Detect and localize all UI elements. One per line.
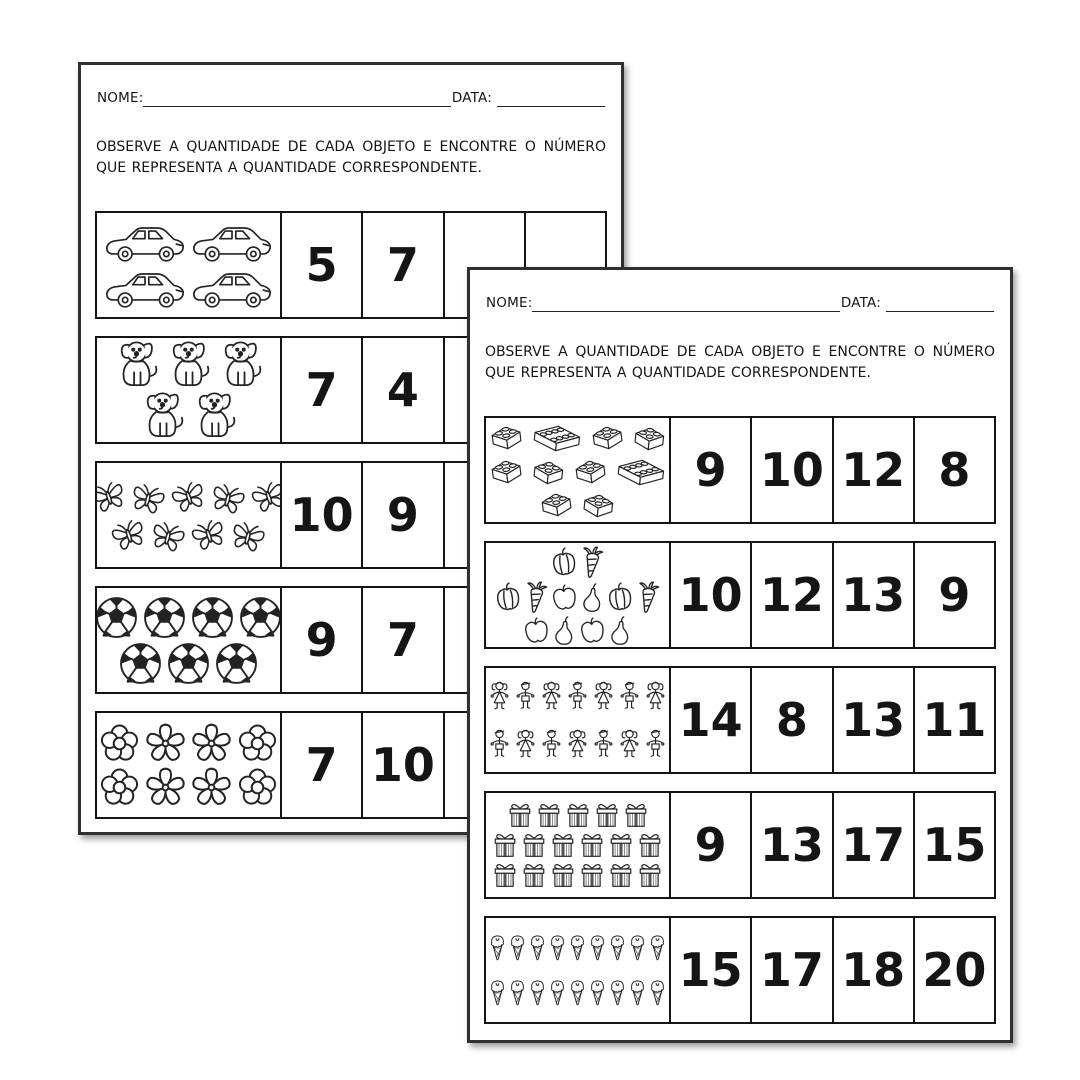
answer-cell[interactable]: 7 <box>280 713 361 817</box>
gift-icon <box>550 861 576 890</box>
date-label: DATA: <box>451 90 492 106</box>
flower-round-icon <box>98 766 141 809</box>
objects-cell <box>486 668 669 772</box>
flower-star-icon <box>144 722 187 765</box>
instructions-text: OBSERVE A QUANTIDADE DE CADA OBJETO E ENCONTRE O NÚMERO QUE REPRESENTA A QUANTIDADE CORRESPONDENTE. <box>96 139 606 176</box>
lego-brick-long-icon <box>527 419 586 458</box>
ice-cream-icon <box>589 926 606 970</box>
answer-cell[interactable]: 11 <box>913 668 994 772</box>
boy-icon <box>644 721 667 768</box>
answer-cell[interactable]: 18 <box>832 918 913 1022</box>
gift-icon <box>550 831 576 860</box>
dog-icon <box>138 391 187 441</box>
task-row <box>484 416 996 524</box>
date-label: DATA: <box>840 295 881 311</box>
task-row <box>484 666 996 774</box>
name-label: NOME: <box>97 90 144 106</box>
gift-icon <box>507 801 533 830</box>
carrot-icon <box>578 545 605 581</box>
girl-icon <box>592 673 615 720</box>
objects-cell <box>97 713 280 817</box>
boy-icon <box>514 673 537 720</box>
soccer-ball-icon <box>238 595 280 640</box>
gift-icon <box>492 831 518 860</box>
gift-icon <box>623 801 649 830</box>
objects-cell <box>486 793 669 897</box>
answer-cell[interactable]: 13 <box>832 668 913 772</box>
car-icon <box>103 220 187 265</box>
flower-star-icon <box>190 766 233 809</box>
flower-star-icon <box>190 722 233 765</box>
answer-cell[interactable]: 12 <box>832 418 913 522</box>
flower-round-icon <box>236 722 279 765</box>
butterfly-icon <box>225 513 270 558</box>
dog-icon <box>216 340 265 390</box>
header <box>97 90 605 107</box>
pepper-icon <box>493 581 522 614</box>
answer-cell[interactable]: 7 <box>361 588 442 692</box>
name-label: NOME: <box>486 295 533 311</box>
answer-cell[interactable]: 8 <box>750 668 831 772</box>
flower-round-icon <box>236 766 279 809</box>
pear-icon <box>607 615 633 647</box>
flower-star-icon <box>144 766 187 809</box>
ice-cream-icon <box>489 971 506 1015</box>
soccer-ball-icon <box>166 641 211 686</box>
soccer-ball-icon <box>97 595 139 640</box>
ice-cream-icon <box>549 926 566 970</box>
name-blank-line[interactable] <box>532 298 839 312</box>
gift-icon <box>594 801 620 830</box>
ice-cream-icon <box>529 971 546 1015</box>
gift-icon <box>579 861 605 890</box>
answer-cell[interactable]: 10 <box>750 418 831 522</box>
girl-icon <box>540 673 563 720</box>
answer-cell[interactable]: 14 <box>669 668 750 772</box>
girl-icon <box>644 673 667 720</box>
answer-cell[interactable]: 5 <box>280 213 361 317</box>
objects-cell <box>97 338 280 442</box>
answer-cell[interactable]: 13 <box>832 543 913 647</box>
ice-cream-icon <box>489 926 506 970</box>
answer-cell[interactable]: 15 <box>913 793 994 897</box>
gift-icon <box>637 831 663 860</box>
date-blank-line[interactable] <box>497 93 605 107</box>
ice-cream-icon <box>629 926 646 970</box>
answer-cell[interactable]: 4 <box>361 338 442 442</box>
gift-icon <box>521 861 547 890</box>
task-row <box>484 541 996 649</box>
answer-cell[interactable]: 17 <box>750 918 831 1022</box>
answer-cell[interactable]: 12 <box>750 543 831 647</box>
lego-brick-icon <box>586 419 628 455</box>
task-rows <box>484 416 996 1024</box>
car-icon <box>190 220 274 265</box>
worksheet-page-2 <box>467 267 1013 1043</box>
ice-cream-icon <box>649 926 666 970</box>
answer-cell[interactable]: 10 <box>361 713 442 817</box>
apple-icon <box>549 582 579 612</box>
ice-cream-icon <box>649 971 666 1015</box>
answer-cell[interactable]: 7 <box>361 213 442 317</box>
task-row <box>484 791 996 899</box>
car-icon <box>103 266 187 311</box>
butterfly-icon <box>105 511 152 558</box>
lego-brick-long-icon <box>611 453 669 492</box>
answer-cell[interactable]: 9 <box>913 543 994 647</box>
dog-icon <box>112 340 161 390</box>
ice-cream-icon <box>609 971 626 1015</box>
car-icon <box>190 266 274 311</box>
boy-icon <box>592 721 615 768</box>
butterfly-icon <box>245 473 280 520</box>
ice-cream-icon <box>509 926 526 970</box>
answer-cell[interactable]: 15 <box>669 918 750 1022</box>
girl-icon <box>488 673 511 720</box>
ice-cream-icon <box>509 971 526 1015</box>
girl-icon <box>566 721 589 768</box>
boy-icon <box>488 721 511 768</box>
header <box>486 295 994 312</box>
butterfly-icon <box>145 513 190 558</box>
ice-cream-icon <box>589 971 606 1015</box>
gift-icon <box>565 801 591 830</box>
butterfly-icon <box>97 473 132 520</box>
pear-icon <box>579 582 605 614</box>
lego-brick-icon <box>535 486 577 522</box>
butterfly-icon <box>165 473 212 520</box>
answer-cell[interactable]: 7 <box>280 338 361 442</box>
objects-cell <box>486 418 669 522</box>
objects-cell <box>97 463 280 567</box>
answer-cell[interactable]: 10 <box>669 543 750 647</box>
gift-icon <box>608 831 634 860</box>
ice-cream-icon <box>569 971 586 1015</box>
lego-brick-icon <box>486 453 527 489</box>
lego-brick-icon <box>527 455 569 490</box>
gift-icon <box>492 861 518 890</box>
answer-cell[interactable]: 10 <box>280 463 361 567</box>
lego-brick-icon <box>569 453 611 489</box>
pepper-icon <box>549 546 578 579</box>
lego-brick-icon <box>628 421 669 456</box>
gift-icon <box>521 831 547 860</box>
butterfly-icon <box>185 511 232 558</box>
answer-cell[interactable]: 9 <box>669 418 750 522</box>
soccer-ball-icon <box>118 641 163 686</box>
lego-brick-icon <box>486 419 527 455</box>
date-blank-line[interactable] <box>886 298 994 312</box>
answer-cell[interactable]: 8 <box>913 418 994 522</box>
boy-icon <box>540 721 563 768</box>
ice-cream-icon <box>549 971 566 1015</box>
objects-cell <box>486 918 669 1022</box>
answer-cell[interactable]: 13 <box>750 793 831 897</box>
objects-cell <box>97 213 280 317</box>
soccer-ball-icon <box>214 641 259 686</box>
boy-icon <box>566 673 589 720</box>
soccer-ball-icon <box>142 595 187 640</box>
ice-cream-icon <box>569 926 586 970</box>
girl-icon <box>514 721 537 768</box>
ice-cream-icon <box>529 926 546 970</box>
answer-cell[interactable]: 20 <box>913 918 994 1022</box>
soccer-ball-icon <box>190 595 235 640</box>
objects-cell <box>486 543 669 647</box>
gift-icon <box>637 861 663 890</box>
answer-cell[interactable]: 9 <box>280 588 361 692</box>
ice-cream-icon <box>629 971 646 1015</box>
gift-icon <box>579 831 605 860</box>
task-row <box>484 916 996 1024</box>
apple-icon <box>521 615 551 645</box>
answer-cell[interactable]: 9 <box>361 463 442 567</box>
pepper-icon <box>605 581 634 614</box>
lego-brick-icon <box>577 488 619 522</box>
gift-icon <box>536 801 562 830</box>
ice-cream-icon <box>609 926 626 970</box>
apple-icon <box>577 615 607 645</box>
pear-icon <box>551 615 577 647</box>
instructions-text: OBSERVE A QUANTIDADE DE CADA OBJETO E ENCONTRE O NÚMERO QUE REPRESENTA A QUANTIDADE CORRESPONDENTE. <box>485 344 995 381</box>
objects-cell <box>97 588 280 692</box>
girl-icon <box>618 721 641 768</box>
dog-icon <box>190 391 239 441</box>
answer-cell[interactable]: 17 <box>832 793 913 897</box>
carrot-icon <box>522 580 549 616</box>
gift-icon <box>608 861 634 890</box>
name-blank-line[interactable] <box>143 93 450 107</box>
answer-cell[interactable]: 9 <box>669 793 750 897</box>
dog-icon <box>164 340 213 390</box>
carrot-icon <box>634 580 661 616</box>
boy-icon <box>618 673 641 720</box>
flower-round-icon <box>98 722 141 765</box>
